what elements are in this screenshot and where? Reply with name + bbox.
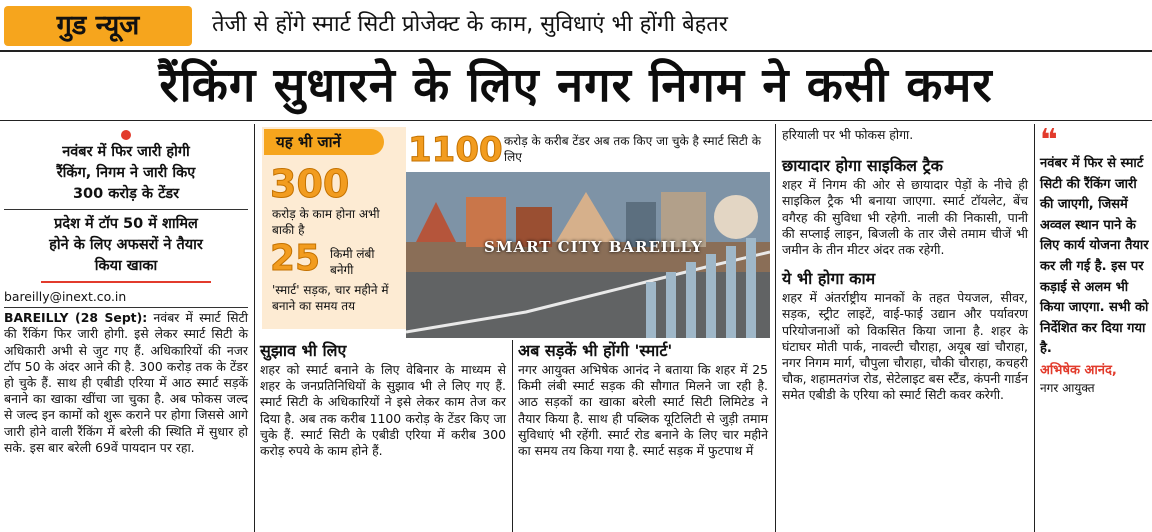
deck-line: होने के लिए अफसरों ने तैयार [49, 237, 203, 253]
byline-rule [4, 307, 248, 308]
story-text: नवंबर में स्मार्ट सिटी की रैंकिंग फिर जारी होगी. इसे लेकर स्मार्ट सिटी के अधिकारी अभी से जुट गए हैं. अधिकारियों की नजर टॉप 50 के अंदर आने की है. 300 करोड़ तक के टेंडर हो चुके हैं. साथ ही एबीडी एरिया में आठ स्मार्ट सड़कें बनाने का खाका खींचा जा चुका है. अब फोकस जल्द से जल्द इन कामों को शुरू कराने पर होगा जिससे आगे जारी होने वाली रैंकिंग में बरेली की स्थिति में सुधार हो सके. इस बार बरेली 69वें पायदान पर रहा. [4, 310, 248, 455]
column-rule [1034, 124, 1035, 532]
column-rule [254, 124, 255, 532]
quote-column [1040, 123, 1152, 396]
column-rule [775, 124, 776, 532]
stat-25-text: किमी लंबी बनेगी [330, 247, 375, 277]
subhead-other-works: ये भी होगा काम [782, 269, 876, 289]
story-body: नगर आयुक्त अभिषेक आनंद ने बताया कि शहर में 25 किमी लंबी स्मार्ट सड़क की सौगात मिलने जा रही है. आठ सड़कों का खाका बरेली स्मार्ट सिटी लिमिटेड ने तैयार किया है. साथ ही पब्लिक यूटिलिटी से जुड़ी तमाम सुविधाएं भी रहेंगी. स्मार्ट रोड बनाने के लिए चार महीने का समय तय किया गया है. स्मार्ट सड़क में फुटपाथ में [518, 362, 768, 459]
byline-email: bareilly@inext.co.in [4, 289, 127, 304]
deck-line: प्रदेश में टॉप 50 में शामिल [54, 216, 198, 232]
deck-line: रैंकिंग, निगम ने जारी किए [56, 165, 196, 181]
stat-25-text-2: 'स्मार्ट' सड़क, चार महीने में बनाने का समय तय [272, 283, 389, 313]
column-suggestions [260, 340, 506, 459]
deck-line: किया खाका [94, 258, 158, 274]
column-rule [512, 340, 513, 532]
info-box-title: यह भी जानें [264, 129, 384, 155]
deck-primary [4, 142, 248, 205]
stat-300: 300 [270, 162, 350, 206]
column-smart-roads [518, 340, 768, 459]
subhead-suggestions: सुझाव भी लिए [260, 341, 347, 360]
stat-1100-text: करोड़ के करीब टेंडर अब तक किए जा चुके है स्मार्ट सिटी के लिए [504, 134, 761, 164]
deck-line: 300 करोड़ के टेंडर [72, 186, 180, 202]
deck-divider [4, 209, 248, 210]
photo-caption: SMART CITY BAREILLY [484, 238, 703, 256]
story-body: शहर में निगम की ओर से छायादार पेड़ों के नीचे ही साइकिल ट्रैक भी बनाया जाएगा. स्मार्ट टॉयलेट, बेंच वगैरह की सुविधा भी रहेगी. नाली की निकासी, पानी की सप्लाई लाइन, बिजली के तार जैसे तमाम चीजें भी जमीन के तीन मीटर अंदर तक रहेगी. [782, 177, 1028, 258]
section-tag: गुड न्यूज [4, 6, 192, 46]
quote-author-role: नगर आयुक्त [1040, 380, 1095, 395]
story-body-left [4, 310, 248, 456]
subhead-smart-roads: अब सड़कें भी होंगी 'स्मार्ट' [518, 341, 673, 360]
stat-25: 25 [270, 238, 321, 279]
top-rule [0, 50, 1152, 52]
deck-secondary [4, 214, 248, 277]
story-body: शहर में अंतर्राष्ट्रीय मानकों के तहत पेयजल, सीवर, सड़क, स्ट्रीट लाइटें, वाई-फाई उद्यान और पर्यावरण परियोजनाओं को विकसित किया जाना है. शहर के घंटाघर मोती पार्क, नावल्टी चौराहा, अयूब खां चौराहा, नगर निगम मार्ग, चौपुला चौराहा, चौकी चौराहा, कचहरी चौक, शहामतगंज रोड, सेटेलाइट बस स्टैंड, कंपनी गार्डन समेत एबीडी के एरिया को स्मार्ट सिटी कवर करेगी. [782, 290, 1028, 403]
column-cycle-track [782, 127, 1028, 404]
red-underline [41, 281, 211, 283]
quote-mark-icon: ❝ [1040, 123, 1058, 158]
stat-300-text: करोड़ के काम होना अभी बाकी है [272, 207, 380, 237]
story-lead: हरियाली पर भी फोकस होगा. [782, 127, 914, 142]
stat-1100: 1100 [408, 130, 503, 170]
column-left [4, 130, 248, 456]
quote-text: नवंबर में फिर से स्मार्ट सिटी की रैंकिंग जारी की जाएगी, जिसमें अव्वल स्थान पाने के लिए कार्य योजना तैयार कर ली गई है. इस पर कड़ाई से अलम भी किया जाएगा. सभी को निर्देशित कर दिया गया है. [1040, 156, 1149, 357]
dateline: BAREILLY (28 Sept): [4, 310, 148, 326]
tagline: तेजी से होंगे स्मार्ट सिटी प्रोजेक्ट के काम, सुविधाएं भी होंगी बेहतर [212, 12, 728, 37]
quote-author: अभिषेक आनंद, [1040, 362, 1117, 378]
red-dot-icon [121, 130, 131, 140]
headline: रैंकिंग सुधारने के लिए नगर निगम ने कसी कमर [159, 58, 993, 113]
headline-rule [0, 120, 1152, 121]
story-body: शहर को स्मार्ट बनाने के लिए वेबिनार के माध्यम से शहर के जनप्रतिनिधियों के सुझाव भी ले लिए गए हैं. स्मार्ट सिटी के अधिकारियों ने इसे लेकर काम तेज कर दिया है. अब तक करीब 1100 करोड़ के टेंडर किए जा चुके हैं. स्मार्ट सिटी के एबीडी एरिया में करीब 300 करोड़ रुपये के काम होने हैं. [260, 362, 506, 459]
deck-line: नवंबर में फिर जारी होगी [62, 144, 190, 160]
subhead-cycle-track: छायादार होगा साइकिल ट्रैक [782, 156, 943, 176]
